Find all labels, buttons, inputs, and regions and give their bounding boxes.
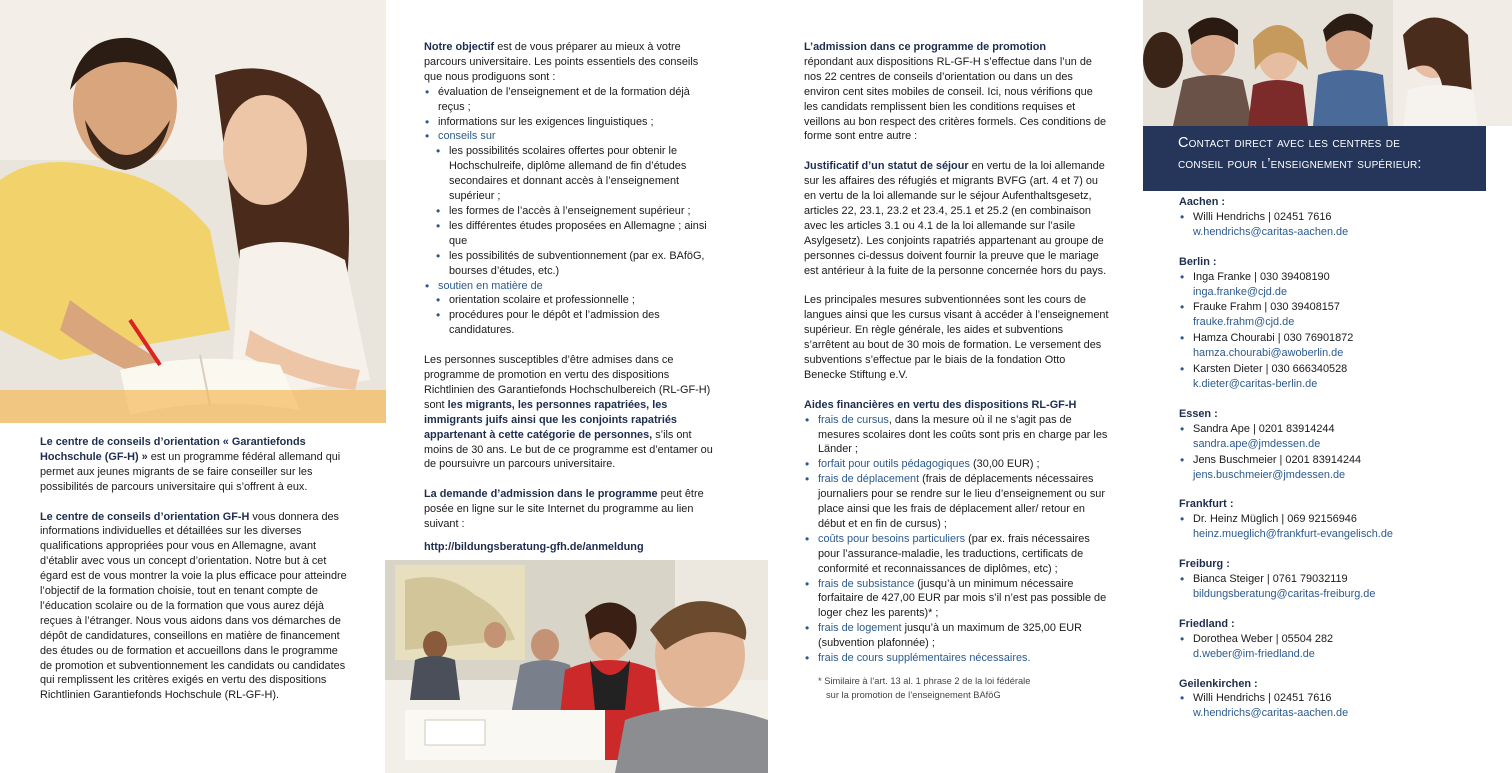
list-item: • les possibilités scolaires offertes pour obtenir le Hochschulreife, diplôme allemand de fin d’études secondaires et donnant accès à l’enseignement supérieur ; (449, 144, 719, 204)
city-name: Essen : (1179, 407, 1218, 420)
contact-name-phone: Sandra Ape | 0201 83914244 (1193, 422, 1335, 435)
column-admission (804, 40, 1109, 702)
list-item: • frais de déplacement (frais de déplacements nécessaires journaliers pour se rendre sur le lieu d’enseignement ou sur place ainsi que les frais de déplacement aller/ retour en début et en fin de cursus) ; (818, 472, 1109, 532)
contact-name-phone: Dr. Heinz Müglich | 069 92156946 (1193, 513, 1357, 526)
contact-banner (1143, 126, 1486, 191)
list-item: • frais de logement jusqu’à un maximum de 325,00 EUR (subvention plafonnée) ; (818, 621, 1109, 651)
contact-name-phone: Inga Franke | 030 39408190 (1193, 270, 1330, 283)
list-item: • orientation scolaire et professionnelle ; (449, 293, 719, 308)
column-intro (40, 435, 347, 718)
list-item: • coûts pour besoins particuliers (par ex. frais nécessaires pour l’assurance-maladie, les traductions, certificats de conformité et reconnaissances de diplômes, etc) ; (818, 532, 1109, 577)
banner-line: conseil pour l’enseignement supérieur: (1178, 156, 1422, 172)
contact-item (1193, 632, 1489, 662)
list-item: • évaluation de l’enseignement et de la formation déjà reçus ; (438, 85, 719, 115)
city-name: Frankfurt : (1179, 498, 1234, 511)
contact-email[interactable]: w.hendrichs@caritas-aachen.de (1193, 225, 1349, 238)
list-item: • conseils sur • les possibilités scolaires offertes pour obtenir le Hochschulreife, diplôme allemand de fin d’études secondaires et donnant accès à l’enseignement supérieur ; • les formes de l’accès à l’enseignement supérieur ; • les différentes études proposées en Allemagne ; ainsi que • les possibilités de subventionnement (par ex. BAföG, bourses d’études, etc.) (438, 129, 719, 278)
admission-paragraph: répondant aux dispositions RL-GF-H s’effectue dans l’un de nos 22 centres de conseils d’orientation ou dans un des environ cent sites mobiles de conseil. Ici, nous vérifions que les candidats remplissent bien les conditions requises et veillons au bon respect des critères formels. Ces conditions de forme sont entre autre : (804, 55, 1107, 143)
contact-item (1193, 512, 1489, 542)
contact-name-phone: Karsten Dieter | 030 666340528 (1193, 363, 1348, 376)
column-objectives (424, 40, 719, 555)
footnote (804, 674, 1109, 702)
intro-paragraph-2: Le centre de conseils d’orientation GF-H vous donnera des informations individuelles et détaillées sur les diverses qualifications appropriées pour vous en Allemagne, avant d’établir avec vous un concept d’orientation. Notre but à cet égard est de vous montrer la voie la plus efficace pour atteindre l’objectif de la formation choisie, tout en tenant compte de l’éducation scolaire ou de la formation que vous aurez déjà reçues à l’étranger. Nous vous aidons dans vos démarches de dépôt de candidatures, conseillons en matière de financement des études ou de formation et accueillons dans le programme de promotion et subventionnement les candidats ou candidates qui remplissent les critères exigés en vertu des dispositions Richtlinien Garantiefonds Hochschule (RL-GF-H). (40, 510, 347, 702)
city-block (1179, 497, 1489, 542)
contact-name-phone: Dorothea Weber | 05504 282 (1193, 632, 1334, 645)
city-name: Freiburg : (1179, 558, 1230, 571)
photo-classroom (385, 560, 768, 773)
banner-line: Contact direct avec les centres de (1178, 135, 1401, 151)
contact-list (1179, 270, 1489, 392)
application-link[interactable]: http://bildungsberatung-gfh.de/anmeldung (424, 540, 644, 553)
city-block (1179, 255, 1489, 392)
list-item: • les différentes études proposées en Allemagne ; ainsi que (449, 219, 719, 249)
eligibility-paragraph: Les personnes susceptibles d’être admises dans ce programme de promotion en vertu des dispositions Richtlinien des Garantiefonds Hochschulbereich (RL-GF-H) sont les migrants, les personnes rapatriées, les immigrants juifs ainsi que les conjoints rapatriés appartenant à cette catégorie de personnes, s’ils ont moins de 30 ans. Le but de ce programme est d’entamer ou de poursuivre un parcours universitaire. (424, 354, 713, 471)
financial-aid-heading: Aides financières en vertu des dispositions RL-GF-H (804, 398, 1077, 411)
contact-name-phone: Hamza Chourabi | 030 76901872 (1193, 332, 1354, 345)
contact-email[interactable]: sandra.ape@jmdessen.de (1193, 437, 1321, 450)
list-item: • procédures pour le dépôt et l’admission des candidatures. (449, 308, 719, 338)
city-block (1179, 195, 1489, 240)
city-block (1179, 557, 1489, 602)
contact-item (1193, 453, 1489, 483)
city-name: Berlin : (1179, 255, 1217, 268)
photo-group (1143, 0, 1512, 126)
list-item: • informations sur les exigences linguistiques ; (438, 115, 719, 130)
contact-item (1193, 422, 1489, 452)
city-block (1179, 677, 1489, 722)
contact-email[interactable]: d.weber@im-friedland.de (1193, 647, 1315, 660)
admission-heading: L’admission dans ce programme de promotion (804, 41, 1047, 53)
contact-list (1179, 422, 1489, 483)
city-name: Aachen : (1179, 196, 1225, 208)
contact-list (1179, 210, 1489, 240)
contact-item (1193, 572, 1489, 602)
list-item: • frais de cours supplémentaires nécessaires. (818, 651, 1109, 666)
contact-email[interactable]: bildungsberatung@caritas-freiburg.de (1193, 587, 1376, 600)
contact-item (1193, 210, 1489, 240)
city-name: Geilenkirchen : (1179, 677, 1258, 690)
financial-aid-list (804, 413, 1109, 666)
contact-email[interactable]: w.hendrichs@caritas-aachen.de (1193, 707, 1349, 720)
contact-item (1193, 331, 1489, 361)
contact-name-phone: Willi Hendrichs | 02451 7616 (1193, 210, 1332, 223)
contact-name-phone: Willi Hendrichs | 02451 7616 (1193, 692, 1332, 705)
list-item: • les possibilités de subventionnement (par ex. BAföG, bourses d’études, etc.) (449, 249, 719, 279)
contact-list (1179, 691, 1489, 721)
contact-email[interactable]: inga.franke@cjd.de (1193, 285, 1288, 298)
city-block (1179, 407, 1489, 483)
application-paragraph: La demande d’admission dans le programme peut être posée en ligne sur le site Internet du programme au lien suivant : (424, 488, 704, 531)
contact-item (1193, 300, 1489, 330)
contact-name-phone: Frauke Frahm | 030 39408157 (1193, 301, 1340, 314)
subsidies-paragraph: Les principales mesures subventionnées sont les cours de langues ainsi que les cursus visant à accéder à l’enseignement supérieur. En règle générale, les aides et subventions s’arrêtent au bout de 30 mois de formation. Le versement des subventions s’effectue par le biais de la fondation Otto Benecke Stiftung e.V. (804, 294, 1109, 381)
list-item: • frais de cursus, dans la mesure où il ne s’agit pas de mesures scolaires dont les coûts sont pris en charge par les Länder ; (818, 413, 1109, 458)
contacts-list (1179, 195, 1489, 736)
contact-name-phone: Jens Buschmeier | 0201 83914244 (1193, 453, 1362, 466)
contact-list (1179, 572, 1489, 602)
contact-item (1193, 362, 1489, 392)
city-block (1179, 617, 1489, 662)
contact-email[interactable]: k.dieter@caritas-berlin.de (1193, 377, 1318, 390)
objectives-list (424, 85, 719, 338)
contact-email[interactable]: frauke.frahm@cjd.de (1193, 316, 1295, 329)
list-item: • frais de subsistance (jusqu’à un minimum nécessaire forfaitaire de 427,00 EUR par mois s’il n’est pas possible de loger chez les parents)* ; (818, 577, 1109, 622)
contact-email[interactable]: jens.buschmeier@jmdessen.de (1193, 468, 1346, 481)
objective-paragraph: Notre objectif est de vous préparer au mieux à votre parcours universitaire. Les points essentiels des conseils que nous prodiguons sont : (424, 41, 699, 83)
footnote-line: sur la promotion de l’enseignement BAföG (826, 690, 1001, 701)
city-name: Friedland : (1179, 617, 1235, 630)
contact-list (1179, 632, 1489, 662)
contact-name-phone: Bianca Steiger | 0761 79032119 (1193, 573, 1348, 586)
list-item: • forfait pour outils pédagogiques (30,00 EUR) ; (818, 457, 1109, 472)
list-item: • les formes de l’accès à l’enseignement supérieur ; (449, 204, 719, 219)
list-item: • soutien en matière de • orientation scolaire et professionnelle ; • procédures pour le dépôt et l’admission des candidatures. (438, 279, 719, 339)
contact-email[interactable]: heinz.mueglich@frankfurt-evangelisch.de (1193, 528, 1393, 541)
contact-item (1193, 691, 1489, 721)
contact-email[interactable]: hamza.chourabi@awoberlin.de (1193, 347, 1344, 360)
footnote-line: * Similaire à l’art. 13 al. 1 phrase 2 de la loi fédérale (818, 676, 1031, 687)
photo-students-studying (0, 0, 386, 423)
contact-item (1193, 270, 1489, 300)
residence-paragraph: Justificatif d’un statut de séjour en vertu de la loi allemande sur les affaires des réfugiés et migrants BVFG (art. 4 et 7) ou en vertu de la loi allemande sur le séjour Aufenthaltsgesetz, articles 22, 23.1, 23.2 et 23.4, 25.1 et 25.2 (en combinaison avec les articles 3.1 ou 4.1 de la loi allemande sur l’asile Asylgesetz). Les conjoints rapatriés appartenant au groupe de personnes ci-dessus doivent fournir la preuve que le mariage est antérieur à la fuite de la personne concernée hors du pays. (804, 160, 1107, 277)
contact-list (1179, 512, 1489, 542)
intro-paragraph-1: Le centre de conseils d’orientation « Garantiefonds Hochschule (GF-H) » est un programme fédéral allemand qui permet aux jeunes migrants de se faire conseiller sur les possibilités de parcours universitaire qui s’offrent à eux. (40, 436, 341, 493)
